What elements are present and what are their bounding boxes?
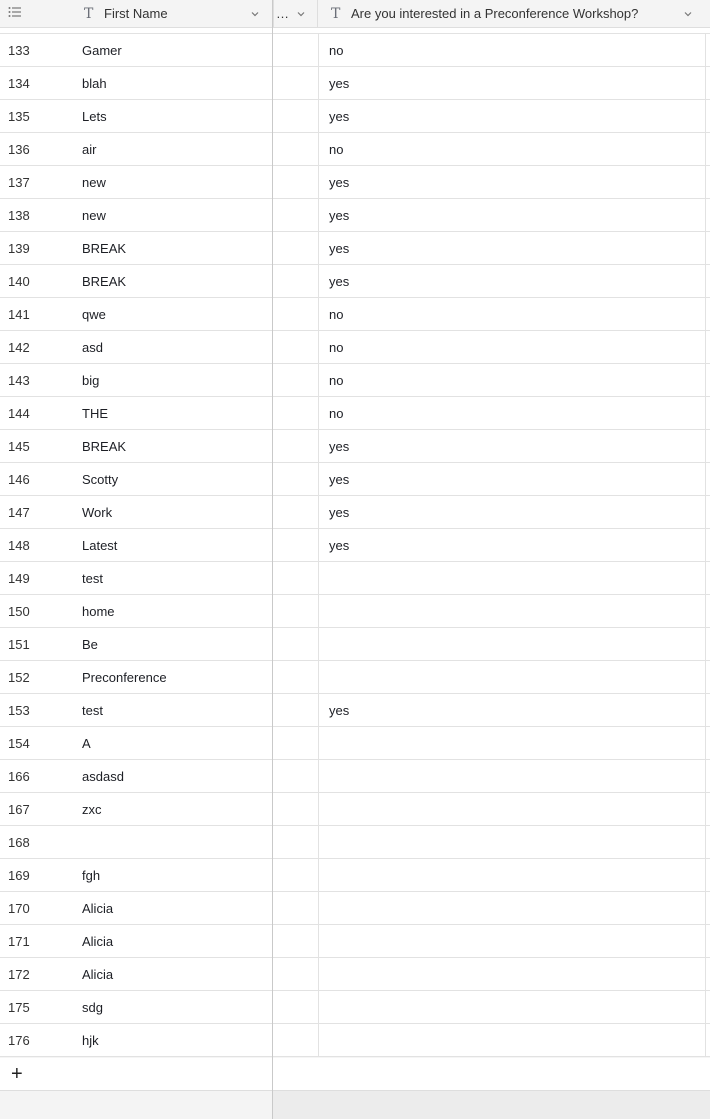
table-row[interactable] [0,925,710,958]
frozen-column-divider[interactable] [272,0,273,1119]
truncated-column-cell[interactable] [273,430,319,463]
table-row[interactable] [0,34,710,67]
preconference-interest-cell[interactable]: yes [329,273,350,289]
column-divider [705,958,706,991]
truncated-column-cell[interactable] [273,199,319,232]
truncated-column-cell[interactable] [273,694,319,727]
truncated-column-cell[interactable] [273,595,319,628]
table-row[interactable] [0,199,710,232]
table-row[interactable] [0,727,710,760]
plus-icon: + [11,1063,23,1085]
truncated-column-cell[interactable] [273,760,319,793]
first-name-cell[interactable]: home [82,603,115,619]
row-number: 153 [8,702,30,718]
column-divider [705,925,706,958]
first-name-cell[interactable]: new [82,174,106,190]
truncated-column-cell[interactable] [273,364,319,397]
column-divider [705,430,706,463]
first-name-cell[interactable]: Preconference [82,669,167,685]
column-divider [705,199,706,232]
first-name-cell[interactable]: Scotty [82,471,119,487]
first-name-cell[interactable]: Alicia [82,900,114,916]
first-name-cell[interactable]: BREAK [82,273,127,289]
first-name-cell[interactable]: Alicia [82,933,114,949]
table-row[interactable] [0,232,710,265]
row-number: 140 [8,273,30,289]
row-number: 144 [8,405,30,421]
first-name-cell[interactable]: air [82,141,97,157]
table-row[interactable] [0,133,710,166]
table-row[interactable] [0,958,710,991]
table-row[interactable] [0,892,710,925]
row-number: 171 [8,933,30,949]
truncated-column-cell[interactable] [273,232,319,265]
column-divider [705,991,706,1024]
row-number: 170 [8,900,30,916]
preconference-interest-cell[interactable]: no [329,42,344,58]
table-row[interactable] [0,1024,710,1057]
truncated-column-cell[interactable] [273,661,319,694]
table-row[interactable] [0,991,710,1024]
table-row[interactable] [0,430,710,463]
column-divider [705,694,706,727]
list-icon [8,6,22,21]
row-number: 149 [8,570,30,586]
preconference-interest-cell[interactable] [329,595,705,627]
row-number: 139 [8,240,30,256]
first-name-cell[interactable]: BREAK [82,240,127,256]
chevron-down-icon[interactable] [296,9,306,19]
column-divider [705,463,706,496]
table-row[interactable] [0,298,710,331]
first-name-cell[interactable]: fgh [82,867,101,883]
table-row[interactable] [0,364,710,397]
row-number: 133 [8,42,30,58]
column-divider [705,331,706,364]
row-number: 147 [8,504,30,520]
column-divider [705,826,706,859]
truncated-column-cell[interactable] [273,958,319,991]
row-number: 154 [8,735,30,751]
preconference-interest-cell[interactable]: no [329,141,344,157]
preconference-interest-cell[interactable]: no [329,306,344,322]
first-name-cell[interactable]: asdasd [82,768,124,784]
chevron-down-icon[interactable] [683,9,693,19]
preconference-interest-cell[interactable] [329,958,705,990]
truncated-column-cell[interactable] [273,265,319,298]
truncated-column-cell[interactable] [273,529,319,562]
first-name-cell[interactable]: Work [82,504,113,520]
column-header-preconference-interest[interactable] [319,0,710,27]
truncated-column-cell[interactable] [273,859,319,892]
first-name-cell[interactable]: THE [82,405,108,421]
grid-rows [0,34,710,1057]
truncated-column-cell[interactable] [273,298,319,331]
preconference-interest-cell[interactable]: yes [329,438,350,454]
column-header-label: … [276,6,289,21]
row-number: 166 [8,768,30,784]
preconference-interest-cell[interactable] [329,760,705,792]
table-row[interactable] [0,793,710,826]
row-number: 148 [8,537,30,553]
truncated-column-cell[interactable] [273,67,319,100]
chevron-down-icon[interactable] [250,9,260,19]
first-name-cell[interactable]: blah [82,75,107,91]
preconference-interest-cell[interactable] [329,1024,705,1056]
row-number: 137 [8,174,30,190]
truncated-column-cell[interactable] [273,892,319,925]
first-name-cell[interactable]: test [82,702,103,718]
column-divider [705,760,706,793]
row-number-header[interactable] [0,0,36,27]
truncated-column-cell[interactable] [273,496,319,529]
preconference-interest-cell[interactable]: no [329,339,344,355]
first-name-cell[interactable]: asd [82,339,103,355]
preconference-interest-cell[interactable]: yes [329,108,350,124]
table-row[interactable] [0,166,710,199]
grid-footer [0,1091,710,1119]
row-number: 134 [8,75,30,91]
column-divider [705,67,706,100]
truncated-column-cell[interactable] [273,34,319,67]
column-divider [705,397,706,430]
column-divider [705,496,706,529]
column-divider [705,529,706,562]
truncated-column-cell[interactable] [273,166,319,199]
column-divider [705,727,706,760]
truncated-column-cell[interactable] [273,133,319,166]
first-name-cell[interactable]: sdg [82,999,103,1015]
preconference-interest-cell[interactable] [329,892,705,924]
column-divider [705,133,706,166]
table-row[interactable] [0,67,710,100]
truncated-column-cell[interactable] [273,562,319,595]
column-divider [705,661,706,694]
row-number: 172 [8,966,30,982]
table-row[interactable] [0,760,710,793]
table-row[interactable] [0,100,710,133]
truncated-column-cell[interactable] [273,925,319,958]
add-row-bar [0,1058,710,1091]
row-number: 150 [8,603,30,619]
truncated-column-cell[interactable] [273,397,319,430]
table-row[interactable] [0,496,710,529]
row-number: 175 [8,999,30,1015]
first-name-cell[interactable]: Alicia [82,966,114,982]
preconference-interest-cell[interactable]: yes [329,174,350,190]
row-number: 146 [8,471,30,487]
add-record-button[interactable] [0,1058,272,1090]
table-row[interactable] [0,331,710,364]
row-number: 135 [8,108,30,124]
preconference-interest-cell[interactable]: yes [329,471,350,487]
first-name-cell[interactable]: zxc [82,801,102,817]
column-divider [705,265,706,298]
first-name-cell[interactable]: hjk [82,1032,99,1048]
table-row[interactable] [0,265,710,298]
preconference-interest-cell[interactable] [329,793,705,825]
table-row[interactable] [0,463,710,496]
truncated-column-cell[interactable] [273,991,319,1024]
row-number: 136 [8,141,30,157]
preconference-interest-cell[interactable]: yes [329,504,350,520]
preconference-interest-cell[interactable] [329,925,705,957]
first-name-cell[interactable]: Gamer [82,42,122,58]
preconference-interest-cell[interactable] [329,859,705,891]
truncated-column-cell[interactable] [273,727,319,760]
first-name-cell[interactable]: Be [82,636,98,652]
text-field-icon: T [84,5,94,22]
truncated-column-cell[interactable] [273,826,319,859]
column-divider [705,793,706,826]
row-number: 169 [8,867,30,883]
truncated-column-cell[interactable] [273,628,319,661]
grid-header [0,0,710,28]
column-divider [705,232,706,265]
first-name-cell[interactable]: A [82,735,91,751]
table-row[interactable] [0,859,710,892]
column-divider [705,100,706,133]
column-divider [705,298,706,331]
row-number: 176 [8,1032,30,1048]
table-row[interactable] [0,562,710,595]
preconference-interest-cell[interactable] [329,727,705,759]
horizontal-scrollbar[interactable] [273,1091,710,1119]
row-number: 141 [8,306,30,322]
column-header-label: First Name [104,6,168,21]
column-divider [705,859,706,892]
column-divider [705,166,706,199]
first-name-cell[interactable]: BREAK [82,438,127,454]
first-name-cell[interactable]: test [82,570,103,586]
row-number: 143 [8,372,30,388]
row-number: 151 [8,636,30,652]
row-number: 152 [8,669,30,685]
column-divider [705,595,706,628]
column-header-first-name[interactable] [80,0,272,27]
table-row[interactable] [0,694,710,727]
row-number: 142 [8,339,30,355]
column-divider [705,562,706,595]
preconference-interest-cell[interactable]: no [329,405,344,421]
preconference-interest-cell[interactable] [329,826,705,858]
preconference-interest-cell[interactable]: yes [329,240,350,256]
column-divider [705,364,706,397]
table-row[interactable] [0,661,710,694]
preconference-interest-cell[interactable]: yes [329,75,350,91]
truncated-column-cell[interactable] [273,1024,319,1057]
truncated-column-cell[interactable] [273,463,319,496]
column-header-label: Are you interested in a Preconference Workshop? [351,6,639,21]
footer-frozen-area [0,1091,272,1119]
table-row[interactable] [0,529,710,562]
first-name-cell[interactable] [82,826,272,858]
first-name-cell[interactable]: new [82,207,106,223]
text-field-icon: T [331,5,341,22]
column-divider [705,628,706,661]
truncated-column-cell[interactable] [273,100,319,133]
first-name-cell[interactable]: Latest [82,537,118,553]
preconference-interest-cell[interactable]: yes [329,207,350,223]
row-number: 168 [8,834,30,850]
preconference-interest-cell[interactable]: yes [329,537,350,553]
row-number: 138 [8,207,30,223]
table-row[interactable] [0,397,710,430]
row-number: 145 [8,438,30,454]
preconference-interest-cell[interactable] [329,562,705,594]
truncated-column-cell[interactable] [273,331,319,364]
first-name-cell[interactable]: big [82,372,100,388]
truncated-column-cell[interactable] [273,793,319,826]
preconference-interest-cell[interactable] [329,991,705,1023]
row-number: 167 [8,801,30,817]
table-row[interactable] [0,595,710,628]
table-row[interactable] [0,826,710,859]
preconference-interest-cell[interactable]: no [329,372,344,388]
preconference-interest-cell[interactable] [329,628,705,660]
column-divider [705,892,706,925]
column-divider [705,1024,706,1057]
first-name-cell[interactable]: qwe [82,306,106,322]
table-row[interactable] [0,628,710,661]
first-name-cell[interactable]: Lets [82,108,107,124]
preconference-interest-cell[interactable] [329,661,705,693]
column-divider [705,34,706,67]
preconference-interest-cell[interactable]: yes [329,702,350,718]
